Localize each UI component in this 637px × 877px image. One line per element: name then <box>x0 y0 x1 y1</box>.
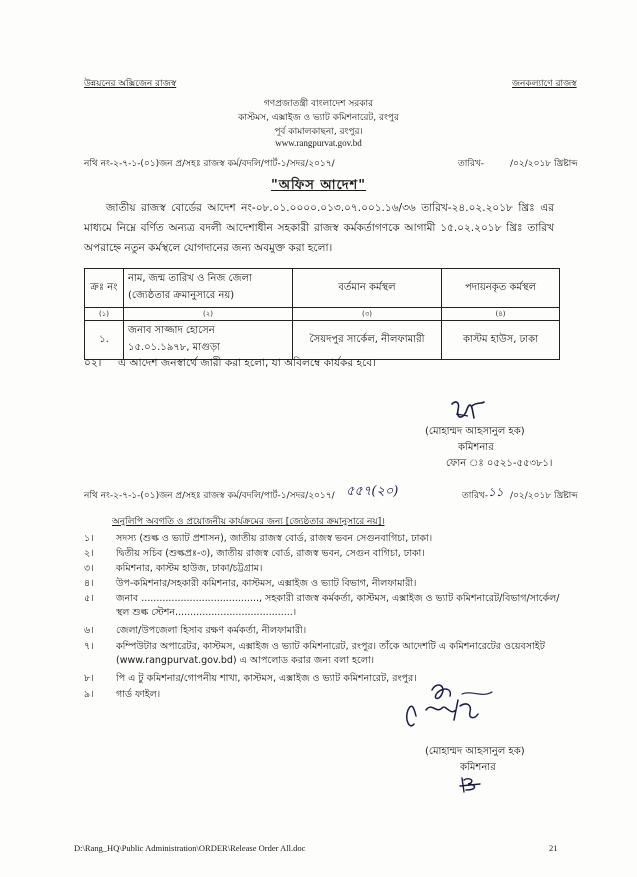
memo-date-label: তারিখ- <box>458 159 485 169</box>
list-item-text: কম্পিউটার অপারেটর, কাস্টমস, এক্সাইজ ও ভ্যাট কমিশনারেট, রংপুর। তাঁকে আদেশটি এ কমিশনারেটের ওয়েবসাইট (www.rangpurvat.gov.bd) এ আপলোড করার জন্য বলা হলো। <box>116 641 545 666</box>
office-line: কাস্টমস, এক্সাইজ ও ভ্যাট কমিশনারেট, রংপুর <box>238 113 399 123</box>
address-line: পূর্ব কামালকাছনা, রংপুর। <box>274 127 363 137</box>
signatory-name-2: (মোহাম্মদ আহসানুল হক) <box>425 746 525 757</box>
signature-2 <box>402 680 498 738</box>
signature-initial-1 <box>448 398 488 424</box>
govt-line: গণপ্রজাতন্ত্রী বাংলাদেশ সরকার <box>263 99 374 109</box>
memo-date: /০২/২০১৮ খ্রিষ্টাব্দ <box>510 159 578 169</box>
header-current: বর্তমান কর্মস্থল <box>293 269 442 308</box>
row-dob-district: ১৫.০১.১৯৭৮, মাগুড়া <box>128 342 221 353</box>
list-item-number: ২। <box>84 548 94 559</box>
col-num-3: (৩) <box>293 308 442 321</box>
footer-file-path: D:\Rang_HQ\Public Administration\ORDER\Release Order All.doc <box>74 843 306 853</box>
signatory-designation-1: কমিশনার <box>458 442 494 453</box>
list-item-number: ৭। <box>84 641 94 652</box>
right-motto: জনকল্যাণে রাজস্ব <box>512 79 577 89</box>
signatory-designation-2: কমিশনার <box>460 762 496 773</box>
list-item-text: জনাব ......................................., সহকারী রাজস্ব কর্মকর্তা, কাস্টমস, এক্সাইজ ও ভ্যাট কমিশনারেট/বিভাগ/সার্কেল/স্থল শুল্ক স্টেশন.......................................। <box>116 593 560 618</box>
copy-memo-reference: নথি নং-২-৭-১-(০১)জন প্র/সহঃ রাজস্ব কর্ম/বদলি/পার্ট-১/সদর/২০১৭/ <box>84 491 335 501</box>
copy-memo-date-day: ১১ <box>488 485 504 499</box>
transfer-table <box>84 268 560 360</box>
row-current: সৈয়দপুর সার্কেল, নীলফামারী <box>293 321 442 360</box>
website-line: www.rangpurvat.gov.bd <box>275 138 362 148</box>
row-posted: কাস্টম হাউস, ঢাকা <box>442 321 560 360</box>
list-item-number: ৯। <box>84 689 94 700</box>
header-name: নাম, জন্ম তারিখ ও নিজ জেলা (জ্যেষ্ঠতার ক্রমানুসারে নয়) <box>124 269 293 308</box>
list-item-number: ৫। <box>84 593 94 604</box>
table-row <box>85 321 560 360</box>
signature-initial-2 <box>458 774 482 796</box>
copy-memo-handwritten-number: ৫৫৭(২০) <box>346 484 399 499</box>
list-item-text: উপ-কমিশনার/সহকারী কমিশনার, কাস্টমস, এক্সাইজ ও ভ্যাট বিভাগ, নীলফামারী। <box>116 578 417 589</box>
copy-heading: অনুলিপি অবগতি ও প্রয়োজনীয় কার্যক্রমের জন্য [জ্যেষ্ঠতার ক্রমানুসারে নয়]। <box>112 517 385 527</box>
list-item-text: জেলা/উপজেলা হিসাব রক্ষণ কর্মকর্তা, নীলফামারী। <box>116 625 307 636</box>
clause-text: এ আদেশ জনস্বার্থে জারী করা হলো, যা অবিলম্বে কার্যকর হবে। <box>118 357 376 369</box>
list-item-text: কমিশনার, কাস্টম হাউজ, ঢাকা/চট্টগ্রাম। <box>116 563 263 574</box>
clause-number: ০২। <box>84 357 102 369</box>
col-num-4: (৪) <box>442 308 560 321</box>
order-body: জাতীয় রাজস্ব বোর্ডের আদেশ নং-০৮.০১.০০০০.০১৩.০৭.০০১.১৬/৩৬ তারিখ-২৪.০২.২০১৮ খ্রিঃ এর মাধ্যমে নিম্নে বর্ণিত অন্যত্র বদলী আদেশাধীন সহকারী রাজস্ব কর্মকর্তাগণকে আগামী ১৫.০২.২০১৮ খ্রিঃ তারিখ অপরাহ্নে নতুন কর্মস্থলে যোগদানের জন্য অবমুক্ত করা হলো। <box>84 202 554 254</box>
column-number-row <box>85 308 560 321</box>
list-item-number: ৮। <box>84 673 94 684</box>
signatory-name-1: (মোহাম্মদ আহসানুল হক) <box>425 426 525 437</box>
table-header-row <box>85 269 560 308</box>
list-item-text: পি এ টু কমিশনার/গোপনীয় শাখা, কাস্টমস, এক্সাইজ ও ভ্যাট কমিশনারেট, রংপুর। <box>116 673 417 684</box>
copy-memo-date: /০২/২০১৮ খ্রিষ্টাব্দ <box>510 491 578 501</box>
header-serial: ক্রঃ নং <box>85 269 124 308</box>
left-motto: উন্নয়নের অক্সিজেন রাজস্ব <box>84 79 177 89</box>
list-item-number: ৪। <box>84 578 94 589</box>
copy-memo-date-label: তারিখ- <box>462 491 489 501</box>
list-item-number: ৬। <box>84 625 94 636</box>
list-item-text: গার্ড ফাইল। <box>116 689 161 700</box>
header-posted: পদায়নকৃত কর্মস্থল <box>442 269 560 308</box>
list-item-text: সদস্য (শুল্ক ও ভ্যাট প্রশাসন), জাতীয় রাজস্ব বোর্ড, রাজস্ব ভবন সেগুনবাগিচা, ঢাকা। <box>116 533 433 544</box>
list-item-number: ৩। <box>84 563 94 574</box>
row-name-cell <box>124 321 293 360</box>
memo-reference: নথি নং-২-৭-১-(০১)জন প্র/সহঃ রাজস্ব কর্ম/বদলি/পার্ট-১/সদর/২০১৭/ <box>84 159 335 169</box>
row-name: জনাব সাজ্জাদ হোসেন <box>128 325 215 336</box>
col-num-2: (২) <box>124 308 293 321</box>
footer-page-number: 21 <box>549 843 558 853</box>
list-item-text: দ্বিতীয় সচিব (শুল্কপ্রঃ-৩), জাতীয় রাজস্ব বোর্ড, রাজস্ব ভবন, সেগুন বাগিচা, ঢাকা। <box>116 548 425 559</box>
order-title: "অফিস আদেশ" <box>270 178 367 193</box>
row-serial: ১. <box>85 321 124 360</box>
col-num-1: (১) <box>85 308 124 321</box>
list-item-number: ১। <box>84 533 94 544</box>
signatory-phone: ফোন ঃ ০৫২১-৫৫৩৮১। <box>446 458 553 469</box>
